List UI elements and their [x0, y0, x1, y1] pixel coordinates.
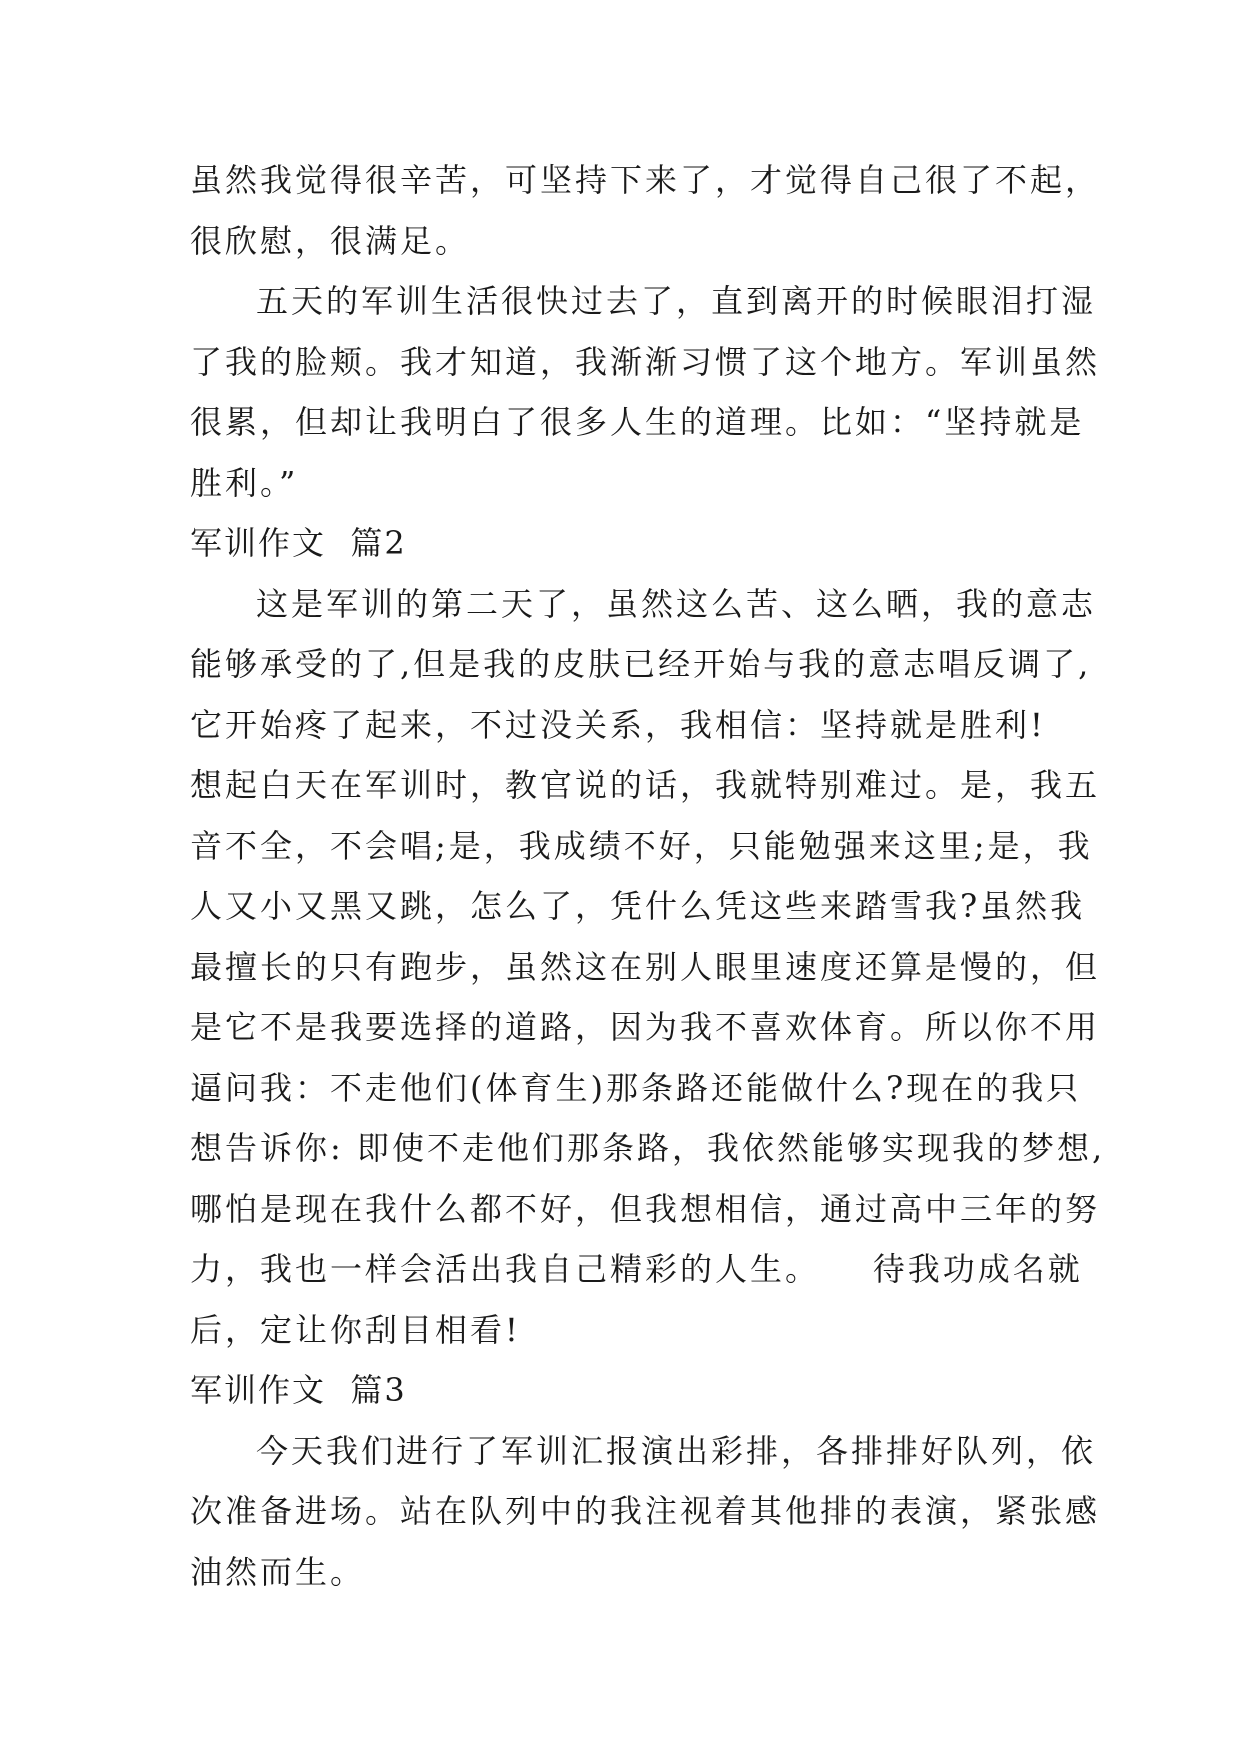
paragraph-line: 想告诉你: 即使不走他们那条路，我依然能够实现我的梦想, [190, 1129, 1106, 1167]
paragraph-line: 最擅长的只有跑步，虽然这在别人眼里速度还算是慢的，但 [190, 947, 1101, 986]
paragraph [190, 150, 1101, 271]
section-heading: 军训作文 篇2 [190, 524, 407, 562]
paragraph-line: 油然而生。 [190, 1552, 366, 1591]
paragraph-line: 哪怕是现在我什么都不好，但我想相信，通过高中三年的努 [190, 1189, 1101, 1228]
paragraph [190, 574, 1106, 1361]
paragraph-line: 五天的军训生活很快过去了，直到离开的时候眼泪打湿 [256, 282, 1097, 320]
paragraph [190, 271, 1101, 513]
paragraph-line: 力，我也一样会活出我自己精彩的人生。 待我功成名就 [190, 1250, 1083, 1288]
paragraph-line: 很欣慰，很满足。 [190, 221, 471, 260]
paragraph-line: 很累，但却让我明白了很多人生的道理。比如：“坚持就是 [190, 403, 1085, 441]
paragraph-line: 后，定让你刮目相看! [190, 1310, 521, 1349]
paragraph-line: 这是军训的第二天了，虽然这么苦、这么晒，我的意志 [256, 584, 1097, 623]
paragraph-line: 逼问我：不走他们(体育生)那条路还能做什么?现在的我只 [190, 1068, 1082, 1107]
paragraph-line: 是它不是我要选择的道路，因为我不喜欢体育。所以你不用 [190, 1008, 1101, 1046]
paragraph-line: 虽然我觉得很辛苦，可坚持下来了，才觉得自己很了不起， [190, 161, 1101, 199]
paragraph-line: 次准备进场。站在队列中的我注视着其他排的表演，紧张感 [190, 1492, 1101, 1530]
paragraph [190, 1421, 1101, 1603]
paragraph-line: 音不全，不会唱;是，我成绩不好，只能勉强来这里;是，我 [190, 826, 1093, 865]
paragraph-line: 了我的脸颊。我才知道，我渐渐习惯了这个地方。军训虽然 [190, 342, 1101, 381]
paragraph-line: 它开始疼了起来，不过没关系，我相信：坚持就是胜利! [190, 705, 1046, 744]
paragraph-line: 今天我们进行了军训汇报演出彩排，各排排好队列，依 [256, 1431, 1097, 1470]
paragraph-line: 人又小又黑又跳，怎么了，凭什么凭这些来踏雪我?虽然我 [190, 887, 1086, 925]
paragraph-line: 想起白天在军训时，教官说的话，我就特别难过。是，我五 [190, 766, 1101, 804]
paragraph-line: 能够承受的了,但是我的皮肤已经开始与我的意志唱反调了, [190, 645, 1092, 683]
paragraph-line: 胜利。” [190, 463, 299, 502]
document-page [190, 150, 1106, 1602]
section-heading: 军训作文 篇3 [190, 1371, 407, 1409]
